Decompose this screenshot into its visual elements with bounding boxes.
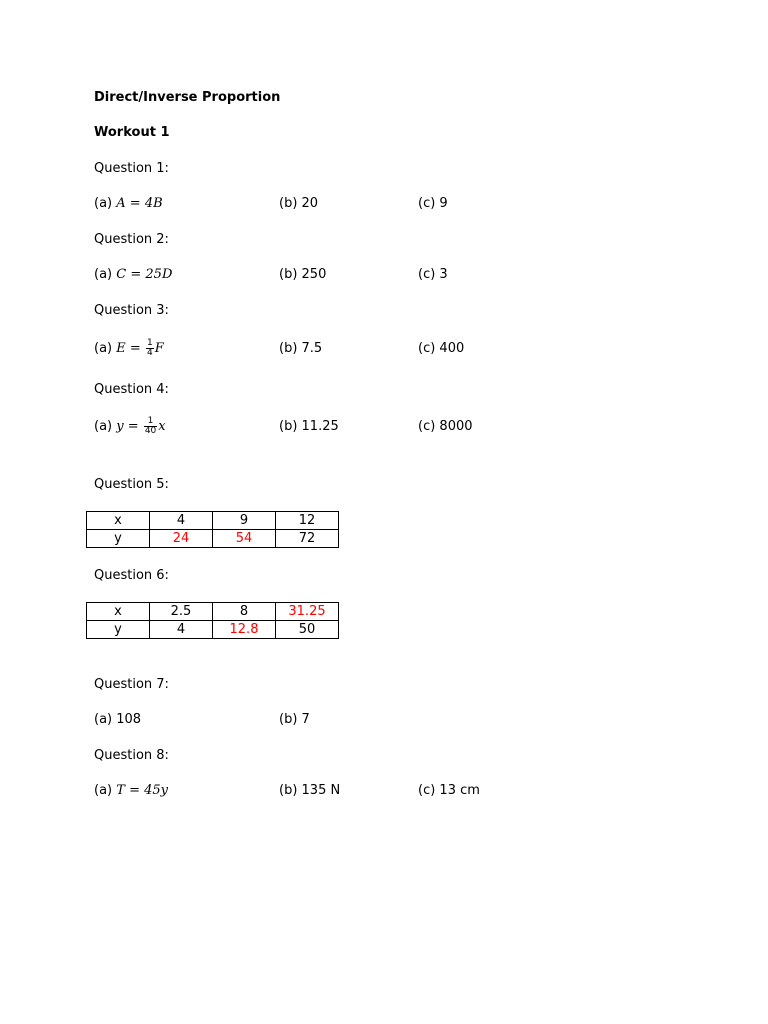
table-cell: 72 (276, 530, 339, 548)
part-a-prefix: (a) (94, 267, 113, 282)
table-row-header: x (87, 603, 150, 621)
table-cell-answer: 12.8 (213, 621, 276, 639)
equation-rhs: 4B (144, 196, 163, 211)
table-cell-answer: 54 (213, 530, 276, 548)
equation-variable: F (154, 341, 164, 356)
equals-sign: = (129, 783, 140, 798)
question-8-part-b: (b) 135 N (279, 783, 341, 798)
question-1-part-b: (b) 20 (279, 196, 319, 211)
question-1-label: Question 1: (94, 161, 169, 176)
equation-rhs: 25D (145, 267, 173, 282)
question-7-answers (94, 710, 614, 730)
table-row (87, 530, 339, 548)
workout-heading: Workout 1 (94, 125, 170, 140)
table-row (87, 603, 339, 621)
fraction-numerator: 1 (146, 338, 153, 348)
question-8-part-a (94, 781, 168, 801)
equation (116, 267, 172, 282)
fraction (144, 417, 157, 436)
question-5-table (86, 511, 339, 548)
equation-lhs: A (116, 196, 126, 211)
fraction-numerator: 1 (144, 417, 157, 427)
question-7-part-b: (b) 7 (279, 712, 310, 727)
fraction-denominator: 40 (144, 426, 157, 436)
table-cell-answer: 24 (150, 530, 213, 548)
question-1-answers (94, 194, 614, 214)
part-a-prefix: (a) (94, 783, 113, 798)
question-8-label: Question 8: (94, 748, 169, 763)
table-cell-answer: 31.25 (276, 603, 339, 621)
table-cell: 4 (150, 621, 213, 639)
table-cell: 12 (276, 512, 339, 530)
document-title: Direct/Inverse Proportion (94, 90, 281, 105)
equation-lhs: T (116, 783, 125, 798)
question-8-answers (94, 781, 614, 801)
question-4-part-c: (c) 8000 (418, 419, 473, 434)
question-4-answers (94, 417, 614, 437)
equation-rhs: 45y (144, 783, 169, 798)
equals-sign: = (129, 196, 141, 211)
table-row (87, 621, 339, 639)
question-7-label: Question 7: (94, 677, 169, 692)
question-6-label: Question 6: (94, 568, 169, 583)
equation (116, 196, 162, 211)
fraction-denominator: 4 (146, 348, 153, 358)
equation (116, 783, 168, 798)
question-4-label: Question 4: (94, 382, 169, 397)
question-2-part-b: (b) 250 (279, 267, 327, 282)
question-2-part-c: (c) 3 (418, 267, 448, 282)
question-2-answers (94, 265, 614, 285)
question-7-part-a: (a) 108 (94, 712, 142, 727)
table-row-header: y (87, 621, 150, 639)
equals-sign: = (130, 267, 142, 282)
part-a-prefix: (a) (94, 341, 113, 356)
part-a-prefix: (a) (94, 196, 113, 211)
fraction (146, 339, 154, 358)
question-6-table (86, 602, 339, 639)
part-a-prefix: (a) (94, 419, 113, 434)
question-1-part-a (94, 194, 163, 214)
table-cell: 4 (150, 512, 213, 530)
question-8-part-c: (c) 13 cm (418, 783, 480, 798)
question-3-answers (94, 339, 614, 359)
question-4-part-b: (b) 11.25 (279, 419, 339, 434)
equation (116, 416, 166, 436)
question-3-label: Question 3: (94, 303, 169, 318)
table-cell: 8 (213, 603, 276, 621)
question-5-label: Question 5: (94, 477, 169, 492)
table-cell: 9 (213, 512, 276, 530)
equation-lhs: C (116, 267, 127, 282)
equation (116, 338, 164, 358)
table-row-header: x (87, 512, 150, 530)
equation-lhs: E (116, 341, 126, 356)
table-row (87, 512, 339, 530)
question-1-part-c: (c) 9 (418, 196, 448, 211)
equation-lhs: y (116, 419, 124, 434)
equals-sign: = (129, 341, 141, 356)
table-cell: 50 (276, 621, 339, 639)
question-2-label: Question 2: (94, 232, 169, 247)
table-row-header: y (87, 530, 150, 548)
question-3-part-b: (b) 7.5 (279, 341, 323, 356)
question-3-part-a (94, 339, 164, 359)
question-3-part-c: (c) 400 (418, 341, 465, 356)
equals-sign: = (127, 419, 139, 434)
question-4-part-a (94, 417, 166, 437)
table-cell: 2.5 (150, 603, 213, 621)
question-2-part-a (94, 265, 172, 285)
equation-variable: x (158, 419, 166, 434)
